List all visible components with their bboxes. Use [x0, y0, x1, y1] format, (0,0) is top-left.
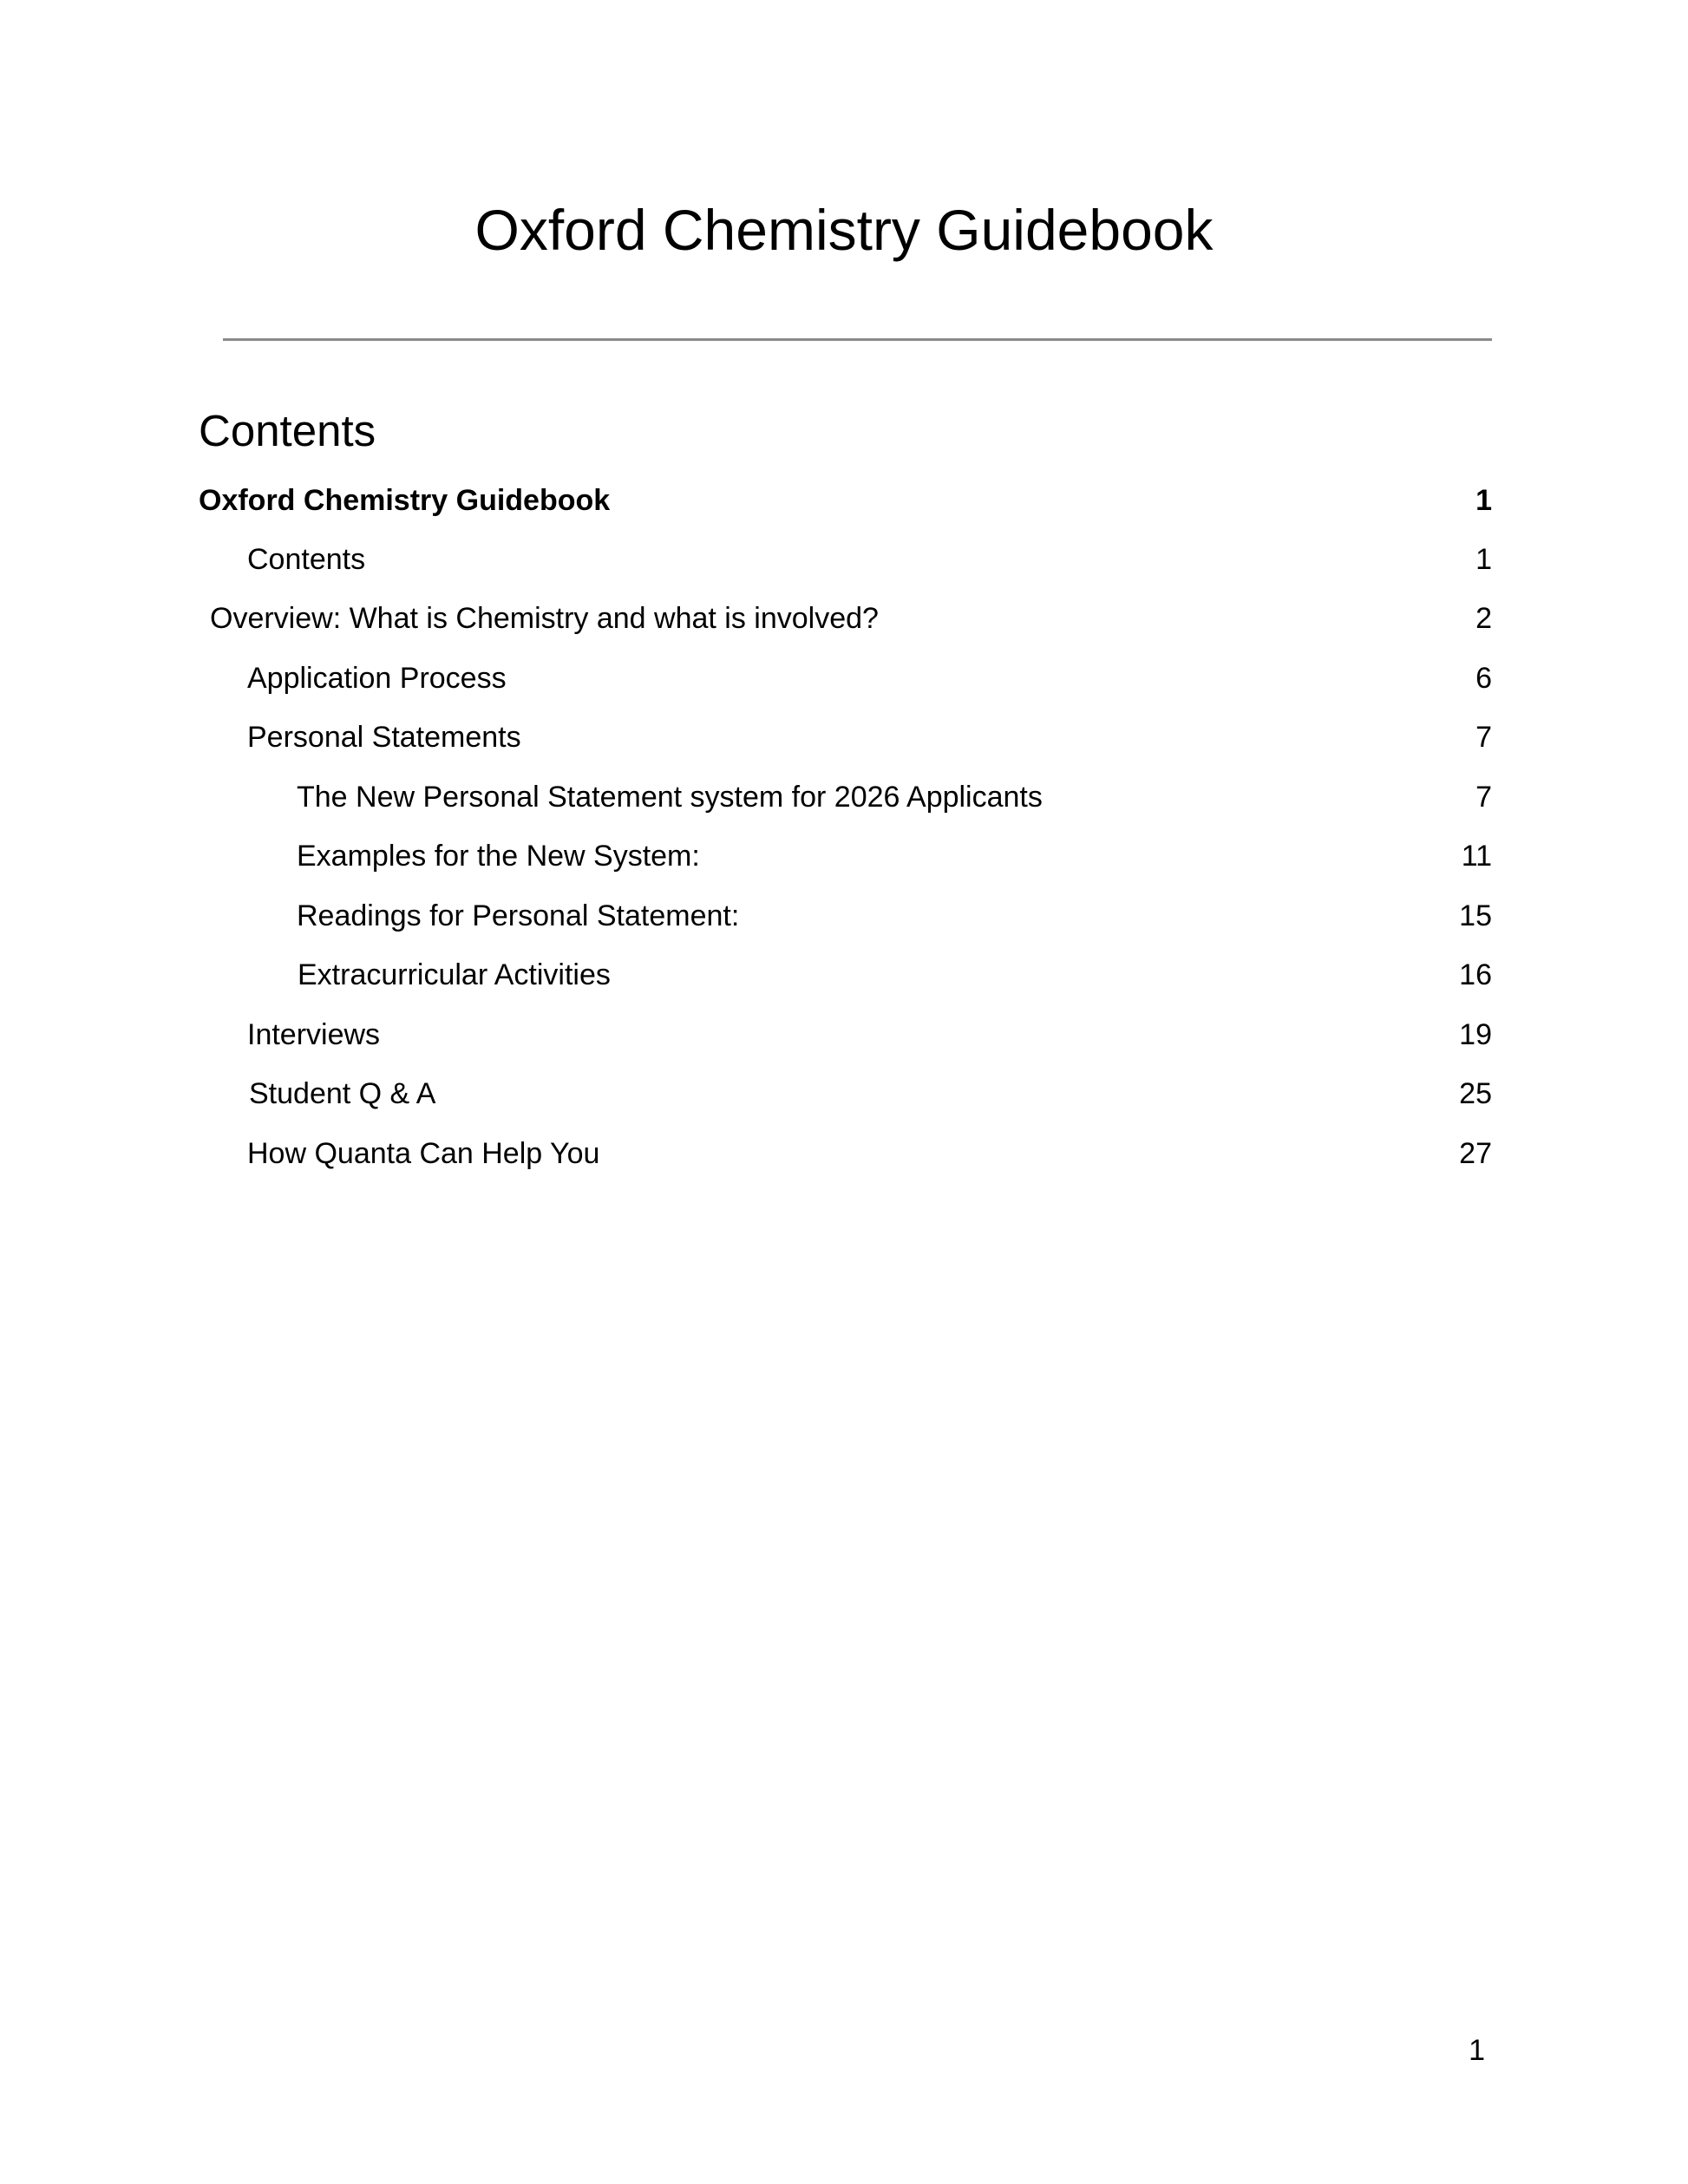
toc-entry-overview[interactable]: [210, 598, 1492, 639]
toc-entry-label: Student Q & A: [249, 1077, 436, 1110]
toc-entry-page: 2: [1475, 602, 1492, 635]
toc-entry-oxford-chemistry-guidebook[interactable]: [199, 480, 1492, 521]
toc-entry-label: The New Personal Statement system for 2026 Applicants: [297, 781, 1043, 814]
toc-entry-contents[interactable]: [247, 539, 1492, 580]
toc-entry-page: 15: [1459, 899, 1492, 932]
toc-entry-how-quanta-can-help[interactable]: [247, 1133, 1492, 1174]
toc-entry-page: 11: [1461, 840, 1492, 873]
document-title: Oxford Chemistry Guidebook: [474, 198, 1214, 262]
contents-heading: Contents: [199, 406, 376, 455]
toc-entry-label: Overview: What is Chemistry and what is involved?: [210, 602, 879, 635]
toc-entry-label: Application Process: [247, 662, 507, 695]
toc-entry-label: Oxford Chemistry Guidebook: [199, 484, 611, 517]
toc-entry-student-q-and-a[interactable]: [249, 1073, 1492, 1115]
toc-entry-label: How Quanta Can Help You: [247, 1137, 600, 1170]
toc-entry-application-process[interactable]: [247, 657, 1492, 699]
toc-entry-page: 7: [1475, 721, 1492, 754]
toc-entry-examples-new-system[interactable]: [297, 835, 1492, 877]
toc-entry-page: 25: [1459, 1077, 1492, 1110]
toc-entry-page: 1: [1475, 484, 1492, 517]
toc-entry-personal-statements[interactable]: [247, 716, 1492, 758]
toc-entry-page: 16: [1459, 958, 1492, 991]
toc-entry-label: Interviews: [247, 1018, 381, 1051]
page-number: 1: [1469, 2034, 1485, 2067]
toc-entry-new-personal-statement-system[interactable]: [297, 776, 1492, 818]
toc-entry-label: Extracurricular Activities: [298, 958, 611, 991]
toc-entry-page: 7: [1475, 781, 1492, 814]
toc-entry-page: 1: [1475, 543, 1492, 576]
toc-entry-extracurricular-activities[interactable]: [298, 954, 1492, 996]
toc-entry-page: 19: [1459, 1018, 1492, 1051]
toc-entry-page: 6: [1475, 662, 1492, 695]
toc-entry-label: Examples for the New System:: [297, 840, 700, 873]
toc-entry-label: Contents: [247, 543, 366, 576]
toc-entry-page: 27: [1459, 1137, 1492, 1170]
toc-entry-readings-personal-statement[interactable]: [297, 895, 1492, 937]
toc-entry-label: Personal Statements: [247, 721, 521, 754]
toc-entry-interviews[interactable]: [247, 1014, 1492, 1056]
toc-entry-label: Readings for Personal Statement:: [297, 899, 740, 932]
